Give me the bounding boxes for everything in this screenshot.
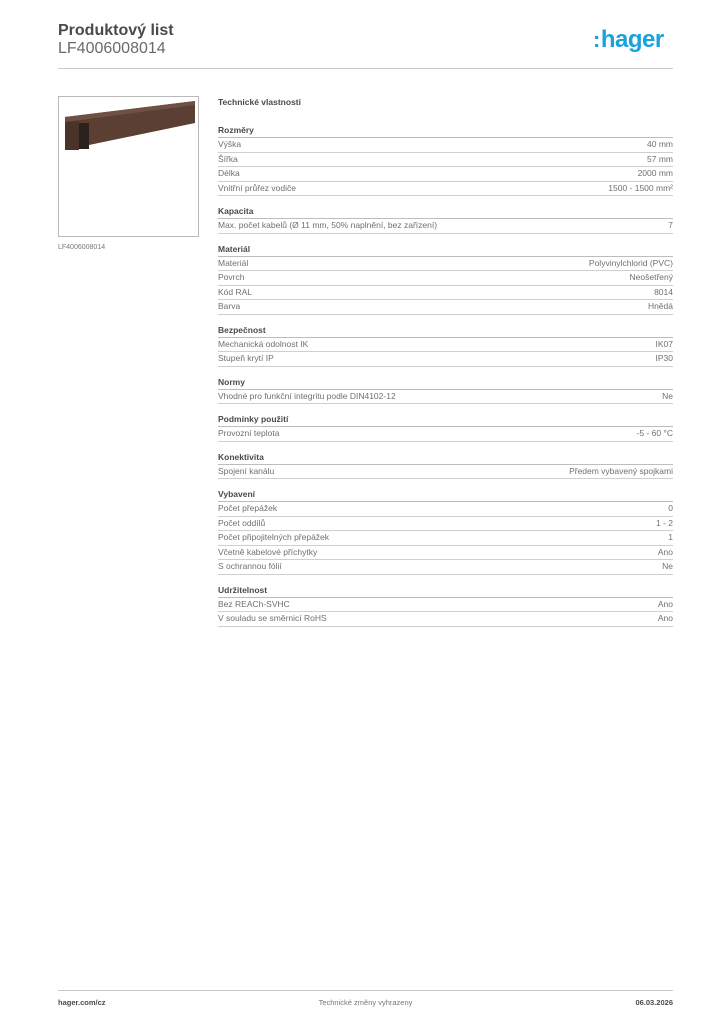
spec-section: [218, 205, 673, 234]
document-date: 06.03.2026: [635, 998, 673, 1007]
spec-value: 40 mm: [647, 139, 673, 149]
spec-row: [218, 517, 673, 532]
spec-value: 1500 - 1500 mm²: [608, 182, 673, 193]
spec-row: [218, 271, 673, 286]
section-title: Udržitelnost: [218, 584, 673, 598]
spec-label: Max. počet kabelů (Ø 11 mm, 50% naplnění, bez zařízení): [218, 220, 438, 230]
spec-row: [218, 598, 673, 613]
spec-row: [218, 138, 673, 153]
spec-section: [218, 488, 673, 575]
spec-row: [218, 560, 673, 575]
spec-row: [218, 167, 673, 182]
spec-section: [218, 124, 673, 196]
section-title: Materiál: [218, 243, 673, 257]
spec-value: Neošetřený: [629, 272, 673, 282]
spec-label: Kód RAL: [218, 286, 253, 297]
spec-section: [218, 584, 673, 627]
spec-value: Ne: [662, 390, 673, 401]
spec-label: Počet přepážek: [218, 503, 278, 513]
spec-label: Vhodné pro funkční integritu podle DIN4102-12: [218, 390, 396, 401]
spec-row: [218, 182, 673, 197]
spec-value: Polyvinylchlorid (PVC): [588, 257, 673, 268]
spec-section: [218, 324, 673, 367]
spec-section: [218, 243, 673, 315]
section-title: Rozměry: [218, 124, 673, 138]
spec-value: 8014: [654, 286, 673, 297]
hager-logo: [593, 28, 664, 52]
spec-value: 1: [668, 532, 673, 542]
spec-label: Šířka: [218, 153, 238, 164]
spec-label: Barva: [218, 301, 241, 311]
spec-row: [218, 286, 673, 301]
document-title: Produktový list: [58, 22, 174, 39]
spec-section: [218, 376, 673, 405]
spec-value: Ne: [662, 561, 673, 571]
spec-row: [218, 219, 673, 234]
spec-row: [218, 257, 673, 272]
logo-colon-icon: :: [593, 27, 600, 52]
spec-label: Výška: [218, 139, 242, 149]
spec-value: 1 - 2: [655, 517, 673, 528]
spec-row: [218, 502, 673, 517]
spec-label: Mechanická odolnost IK: [218, 338, 309, 349]
spec-row: [218, 300, 673, 315]
spec-label: Stupeň krytí IP: [218, 353, 274, 363]
section-title: Bezpečnost: [218, 324, 673, 338]
spec-label: Povrch: [218, 272, 245, 282]
document-header: [58, 22, 174, 58]
spec-row: [218, 153, 673, 168]
spec-label: Vnitřní průřez vodiče: [218, 182, 296, 193]
spec-value: Ano: [657, 613, 673, 623]
spec-label: Včetně kabelové příchytky: [218, 546, 318, 557]
logo-text: hager: [600, 26, 664, 53]
spec-section: [218, 413, 673, 442]
cable-trunking-icon: [59, 97, 199, 237]
spec-label: S ochrannou fólií: [218, 561, 282, 571]
website-link[interactable]: hager.com/cz: [58, 998, 106, 1007]
spec-row: [218, 338, 673, 353]
spec-value: 2000 mm: [637, 168, 673, 178]
spec-value: Hnědá: [647, 301, 673, 311]
spec-row: [218, 352, 673, 367]
spec-section: [218, 451, 673, 480]
spec-value: -5 - 60 °C: [636, 428, 673, 438]
spec-label: Délka: [218, 168, 240, 178]
product-code: LF4006008014: [58, 40, 166, 57]
section-title: Normy: [218, 376, 673, 390]
image-caption: LF4006008014: [58, 244, 106, 251]
specs-title: Technické vlastnosti: [218, 97, 301, 107]
product-image: [58, 96, 199, 237]
technical-specs: [218, 96, 673, 636]
section-title: Konektivita: [218, 451, 673, 465]
spec-label: Počet oddílů: [218, 517, 266, 528]
spec-value: Předem vybavený spojkami: [569, 465, 673, 476]
spec-row: [218, 427, 673, 442]
spec-value: IK07: [655, 338, 673, 349]
spec-value: Ano: [657, 598, 673, 609]
spec-value: 0: [668, 503, 673, 513]
spec-label: Počet připojitelných přepážek: [218, 532, 330, 542]
spec-label: Materiál: [218, 257, 249, 268]
section-title: Podmínky použití: [218, 413, 673, 427]
spec-label: Spojení kanálu: [218, 465, 275, 476]
spec-row: [218, 465, 673, 480]
spec-row: [218, 390, 673, 405]
spec-value: IP30: [655, 353, 673, 363]
footer-divider: [58, 990, 673, 991]
disclaimer: Technické změny vyhrazeny: [318, 998, 413, 1007]
spec-value: 7: [668, 220, 673, 230]
spec-label: V souladu se směrnicí RoHS: [218, 613, 327, 623]
section-title: Vybavení: [218, 488, 673, 502]
spec-value: Ano: [657, 546, 673, 557]
spec-label: Bez REACh-SVHC: [218, 598, 290, 609]
header-divider: [58, 68, 673, 69]
spec-value: 57 mm: [647, 153, 673, 164]
spec-label: Provozní teplota: [218, 428, 280, 438]
spec-row: [218, 612, 673, 627]
spec-row: [218, 531, 673, 546]
spec-row: [218, 546, 673, 561]
section-title: Kapacita: [218, 205, 673, 219]
